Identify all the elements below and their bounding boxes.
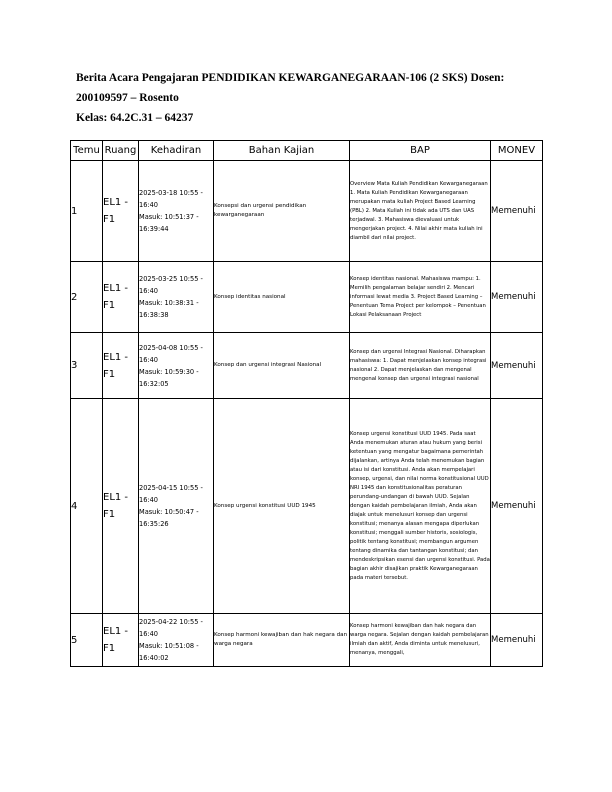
monev-cell: Memenuhi	[491, 161, 543, 262]
kehadiran-masuk: Masuk: 10:50:47 - 16:35:26	[139, 508, 199, 528]
column-header-kehadiran: Kehadiran	[139, 141, 214, 161]
table-row	[71, 333, 543, 399]
bap-cell: Konsep urgensi konstitusi UUD 1945. Pada saat Anda menemukan aturan atau hukum yang berisi ketentuan yang mengatur bagaimana pemerintah dijalankan, artinya Anda telah menemukan bagian atau isi dari konstitusi. Anda akan mempelajari konsep, urgensi, dan nilai norma konstitusional UUD NRI 1945 dan konstitusionalitas peraturan perundang-undangan di bawah UUD. Sejalan dengan kaidah pembelajaran ilmiah, Anda akan diajak untuk menelusuri konsep dan urgensi konstitusi; menanya alasan mengapa diperlukan konstitusi; menggali sumber historis, sosiologis, politik tentang konstitusi; membangun argumen tentang dinamika dan tantangan konstitusi; dan mendeskripsikan esensi dan urgensi konstitusi. Pada bagian akhir disajikan praktik Kewarganegaraan pada materi tersebut.	[350, 399, 491, 614]
bap-cell: Konsep dan urgensi Integrasi Nasional. Diharapkan mahasiswa: 1. Dapat menjelaskan konsep integrasi nasional 2. Dapat menjelaskan dan mengenal mengenal konsep dan urgensi integrasi nasional	[350, 333, 491, 399]
bap-cell: Konsep harmoni kewajiban dan hak negara dan warga negara. Sejalan dengan kaidah pembelajaran ilmiah dan aktif, Anda diminta untuk menelusuri, menanya, menggali,	[350, 614, 491, 667]
header-class-line: Kelas: 64.2C.31 – 64237	[76, 112, 194, 124]
monev-cell: Memenuhi	[491, 399, 543, 614]
kehadiran-cell	[139, 262, 214, 333]
bahan-kajian-cell: Konsep harmoni kewajiban dan hak negara dan warga negara	[214, 614, 350, 667]
kehadiran-masuk: Masuk: 10:51:37 - 16:39:44	[139, 213, 199, 233]
kehadiran-masuk: Masuk: 10:59:30 - 16:32:05	[139, 367, 199, 388]
table-row	[71, 262, 543, 333]
kehadiran-schedule: 2025-04-08 10:55 - 16:40	[139, 343, 203, 364]
monev-cell: Memenuhi	[491, 333, 543, 399]
table-row	[71, 399, 543, 614]
document-header	[76, 68, 546, 128]
kehadiran-masuk: Masuk: 10:38:31 - 16:38:38	[139, 299, 199, 319]
column-header-monev: MONEV	[491, 141, 543, 161]
kehadiran-schedule: 2025-04-15 10:55 - 16:40	[139, 484, 203, 504]
kehadiran-masuk: Masuk: 10:51:08 - 16:40:02	[139, 642, 199, 662]
kehadiran-schedule: 2025-04-22 10:55 - 16:40	[139, 618, 203, 638]
kehadiran-cell	[139, 399, 214, 614]
kehadiran-cell	[139, 333, 214, 399]
header-title-line: Berita Acara Pengajaran PENDIDIKAN KEWARGANEGARAAN-106 (2 SKS) Dosen:	[76, 72, 505, 84]
table-row	[71, 614, 543, 667]
bap-cell: Overview Mata Kuliah Pendidikan Kewarganegaraan 1. Mata Kuliah Pendidikan Kewarganegaraan merupakan mata kuliah Project Based Learning (PBL) 2. Mata Kuliah ini tidak ada UTS dan UAS terjadwal. 3. Mahasiswa dievaluasi untuk mengerjakan project. 4. Nilai akhir mata kuliah ini diambil dari nilai project.	[350, 161, 491, 262]
header-lecturer-line: 200109597 – Rosento	[76, 92, 179, 104]
monev-cell: Memenuhi	[491, 262, 543, 333]
ruang-cell: EL1 - F1	[103, 399, 139, 614]
ruang-cell: EL1 - F1	[103, 614, 139, 667]
bahan-kajian-cell: Konsepsi dan urgensi pendidikan kewarganegaraan	[214, 161, 350, 262]
ruang-cell: EL1 - F1	[103, 333, 139, 399]
bahan-kajian-cell: Konsep urgensi konstitusi UUD 1945	[214, 399, 350, 614]
column-header-bap: BAP	[350, 141, 491, 161]
table-header-row	[71, 141, 543, 161]
kehadiran-schedule: 2025-03-25 10:55 - 16:40	[139, 275, 203, 295]
table-row	[71, 161, 543, 262]
bap-cell: Konsep identitas nasional. Mahasiswa mampu: 1. Memilih pengalaman belajar sendiri 2. Mencari informasi lewat media 3. Project Based Learning – Penentuan Tema Project per kelompok – Penentuan Lokasi Pelaksanaan Project	[350, 262, 491, 333]
ruang-cell: EL1 - F1	[103, 161, 139, 262]
temu-cell: 1	[71, 161, 103, 262]
column-header-ruang: Ruang	[103, 141, 139, 161]
temu-cell: 5	[71, 614, 103, 667]
temu-cell: 2	[71, 262, 103, 333]
bahan-kajian-cell: Konsep identitas nasional	[214, 262, 350, 333]
bahan-kajian-cell: Konsep dan urgensi integrasi Nasional	[214, 333, 350, 399]
ruang-cell: EL1 - F1	[103, 262, 139, 333]
kehadiran-schedule: 2025-03-18 10:55 - 16:40	[139, 189, 203, 209]
temu-cell: 4	[71, 399, 103, 614]
teaching-record-table	[70, 140, 543, 667]
kehadiran-cell	[139, 161, 214, 262]
temu-cell: 3	[71, 333, 103, 399]
column-header-bahan-kajian: Bahan Kajian	[214, 141, 350, 161]
column-header-temu: Temu	[71, 141, 103, 161]
monev-cell: Memenuhi	[491, 614, 543, 667]
kehadiran-cell	[139, 614, 214, 667]
